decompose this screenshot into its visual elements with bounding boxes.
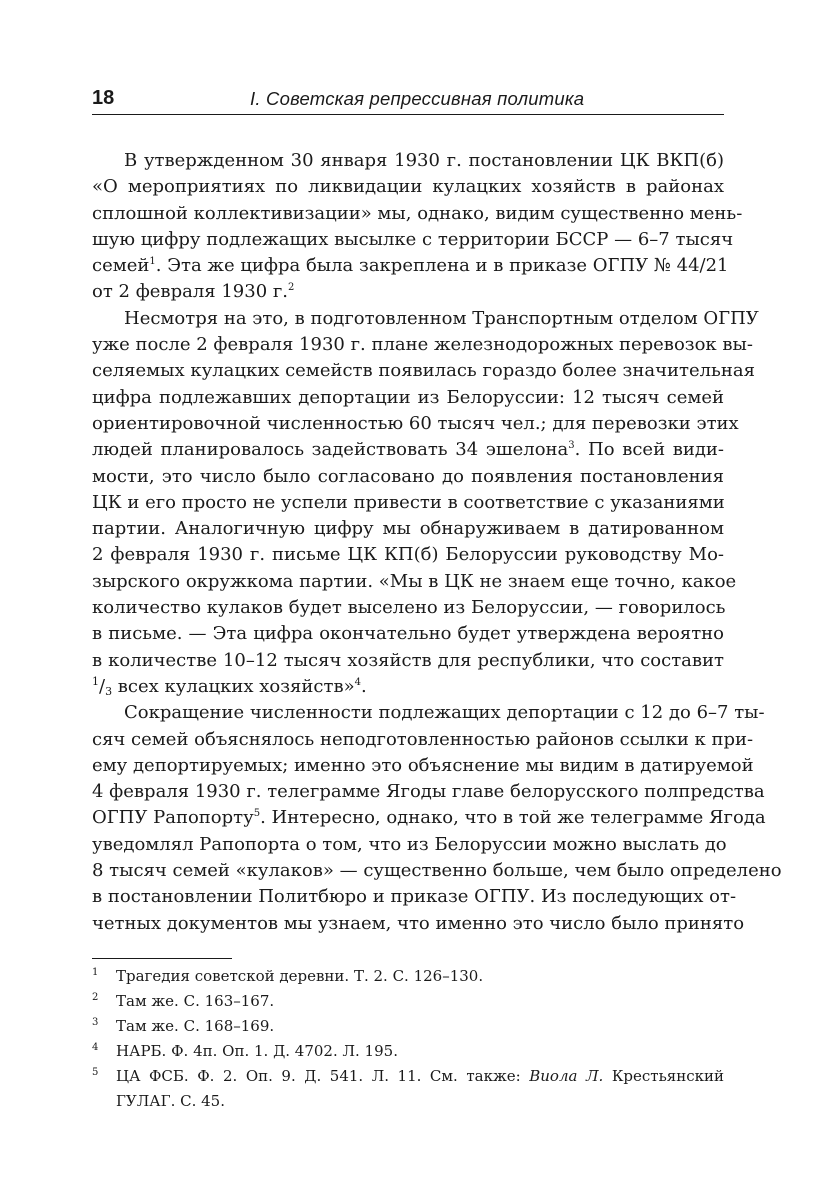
- text-fragment: семей: [92, 255, 150, 277]
- main-text: [92, 148, 782, 937]
- footnote-text: НАРБ. Ф. 4п. Оп. 1. Д. 4702. Л. 195.: [116, 1042, 398, 1060]
- text-line: уже после 2 февраля 1930 г. плане железнодорожных перевозок вы-: [92, 334, 753, 356]
- text-fragment: всех кулацких хозяйств»: [112, 675, 355, 697]
- footnote-text: Там же. С. 163–167.: [116, 992, 275, 1010]
- text-line: [92, 253, 729, 279]
- text-line: [92, 674, 724, 700]
- text-line: шую цифру подлежащих высылке с территории БССР — 6–7 тысяч: [92, 228, 734, 250]
- text-line: цифра подлежавших депортации из Белоруссии: 12 тысяч семей: [92, 386, 724, 408]
- page-number: 18: [92, 87, 115, 109]
- footnote-number: 5: [92, 1067, 99, 1078]
- text-fragment: . Эта же цифра была закреплена и в приказе ОГПУ № 44/21: [155, 255, 729, 277]
- text-fragment: .: [360, 675, 367, 697]
- text-line: зырского окружкома партии. «Мы в ЦК не знаем еще точно, какое: [92, 570, 737, 592]
- footnote-text: Там же. С. 168–169.: [116, 1017, 275, 1035]
- text-line: сяч семей объяснялось неподготовленностью районов ссылки к при-: [92, 728, 754, 750]
- text-fragment: Крестьянский: [603, 1067, 725, 1085]
- footnote: [92, 1014, 724, 1039]
- text-line: В утвержденном 30 января 1930 г. постановлении ЦК ВКП(б): [124, 150, 724, 171]
- text-line: в постановлении Политбюро и приказе ОГПУ. Из последующих от-: [92, 886, 737, 908]
- text-line: мости, это число было согласовано до появления постановления: [92, 465, 724, 487]
- text-line: ему депортируемых; именно это объяснение мы видим в датируемой: [92, 754, 754, 776]
- footnote-text: Трагедия советской деревни. Т. 2. С. 126–130.: [116, 967, 484, 985]
- footnote-text: ГУЛАГ. С. 45.: [116, 1092, 225, 1110]
- footnote: [92, 989, 724, 1014]
- text-line: «О мероприятиях по ликвидации кулацких хозяйств в районах: [92, 176, 724, 198]
- text-line: Несмотря на это, в подготовленном Транспортным отделом ОГПУ: [124, 307, 759, 329]
- footnote-number: 4: [92, 1042, 99, 1053]
- text-line: четных документов мы узнаем, что именно это число было принято: [92, 912, 745, 934]
- footnote-ref[interactable]: 1: [149, 256, 156, 268]
- text-fragment: ОГПУ Рапопорту: [92, 807, 254, 829]
- text-line: Сокращение численности подлежащих депортации с 12 до 6–7 ты-: [124, 702, 765, 724]
- footnote-number: 3: [92, 1017, 99, 1028]
- footnote: [92, 1039, 724, 1064]
- fraction-numerator: 1: [92, 674, 99, 688]
- text-fragment: . По всей види-: [574, 439, 725, 461]
- footnote-divider: [92, 958, 232, 959]
- footnote-ref[interactable]: 3: [568, 440, 575, 452]
- text-line: 4 февраля 1930 г. телеграмме Ягоды главе белорусского полпредства: [92, 781, 765, 803]
- text-line: [92, 805, 766, 831]
- text-line: [92, 279, 724, 305]
- footnote-ref[interactable]: 2: [288, 282, 295, 294]
- text-line: [92, 437, 724, 463]
- fraction-slash: /: [99, 675, 106, 697]
- running-header: [92, 84, 724, 115]
- text-fragment: от 2 февраля 1930 г.: [92, 281, 289, 303]
- text-line: партии. Аналогичную цифру мы обнаруживаем в датированном: [92, 518, 724, 540]
- text-line: 8 тысяч семей «кулаков» — существенно больше, чем было определено: [92, 860, 782, 882]
- text-line: ориентировочной численностью 60 тысяч чел.; для перевозки этих: [92, 412, 739, 434]
- text-line: 2 февраля 1930 г. письме ЦК КП(б) Белоруссии руководству Мо-: [92, 544, 724, 566]
- text-line: сплошной коллективизации» мы, однако, видим существенно мень-: [92, 202, 743, 224]
- text-line: в количестве 10–12 тысяч хозяйств для республики, что составит: [92, 649, 724, 671]
- text-fragment: ЦА ФСБ. Ф. 2. Оп. 9. Д. 541. Л. 11. См. также:: [116, 1067, 530, 1085]
- text-line: селяемых кулацких семейств появилась гораздо более значительная: [92, 360, 755, 382]
- footnote-ref[interactable]: 4: [354, 676, 361, 688]
- text-line: уведомлял Рапопорта о том, что из Белоруссии можно выслать до: [92, 833, 727, 855]
- author-name: Виола Л.: [529, 1067, 604, 1085]
- footnote: [92, 1064, 724, 1114]
- footnotes: [92, 964, 724, 1114]
- text-fragment: людей планировалось задействовать 34 эшелона: [92, 439, 569, 461]
- footnote-number: 2: [92, 992, 99, 1003]
- text-line: ЦК и его просто не успели привести в соответствие с указаниями: [92, 491, 725, 513]
- footnote-ref[interactable]: 5: [253, 808, 261, 820]
- text-line: в письме. — Эта цифра окончательно будет утверждена вероятно: [92, 623, 724, 645]
- text-fragment: . Интересно, однако, что в той же телеграмме Ягода: [260, 807, 766, 829]
- footnote-number: 1: [92, 967, 99, 978]
- text-line: количество кулаков будет выселено из Белоруссии, — говорилось: [92, 597, 726, 619]
- footnote: [92, 964, 724, 989]
- footnote-text: [116, 1064, 724, 1089]
- fraction-denominator: 3: [105, 684, 113, 698]
- running-head-title: I. Советская репрессивная политика: [250, 88, 585, 109]
